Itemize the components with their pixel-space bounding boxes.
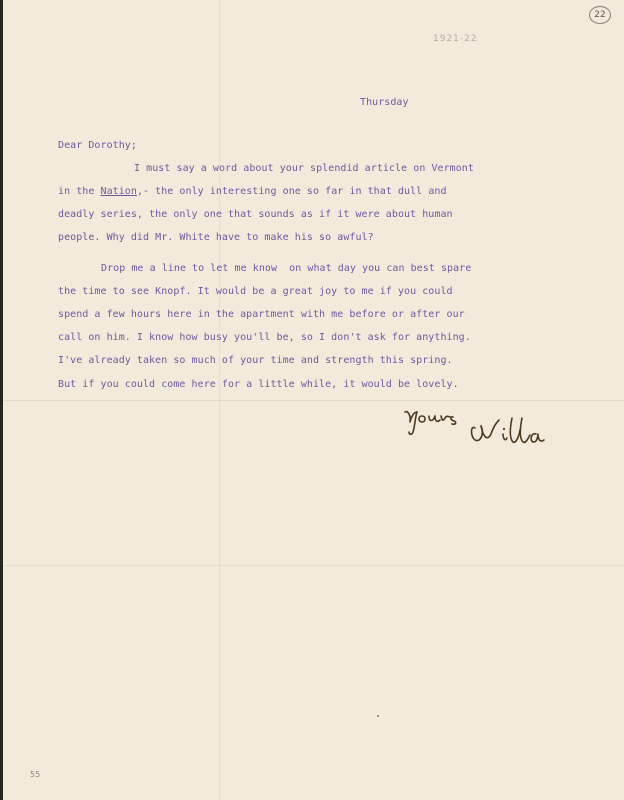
body-line: the time to see Knopf. It would be a great joy to me if you could bbox=[58, 286, 453, 297]
body-line: But if you could come here for a little while, it would be lovely. bbox=[58, 379, 459, 390]
paper-speck bbox=[377, 715, 379, 717]
paper-fold bbox=[3, 565, 624, 566]
pencil-reference: 1921-22 bbox=[433, 34, 478, 44]
body-line: I've already taken so much of your time and strength this spring. bbox=[58, 355, 453, 366]
body-text: in the bbox=[58, 186, 101, 197]
body-line bbox=[58, 187, 447, 197]
body-line: deadly series, the only one that sounds as if it were about human bbox=[58, 209, 453, 220]
corner-mark: 55 bbox=[30, 770, 41, 779]
body-line: call on him. I know how busy you'll be, so I don't ask for anything. bbox=[58, 332, 471, 343]
letter-sheet bbox=[3, 0, 624, 800]
letter-salutation: Dear Dorothy; bbox=[58, 140, 137, 151]
body-line: people. Why did Mr. White have to make his so awful? bbox=[58, 232, 374, 243]
body-line: spend a few hours here in the apartment with me before or after our bbox=[58, 309, 465, 320]
body-text: ,- the only interesting one so far in that dull and bbox=[136, 186, 447, 197]
publication-title: Nation bbox=[100, 186, 137, 197]
page-number: 22 bbox=[589, 6, 611, 24]
handwritten-signature bbox=[399, 400, 549, 463]
signature-drawing bbox=[399, 400, 549, 458]
body-line: I must say a word about your splendid article on Vermont bbox=[134, 163, 474, 174]
letter-date: Thursday bbox=[360, 97, 409, 108]
body-line: Drop me a line to let me know on what day you can best spare bbox=[101, 263, 472, 274]
paper-fold bbox=[219, 0, 220, 800]
